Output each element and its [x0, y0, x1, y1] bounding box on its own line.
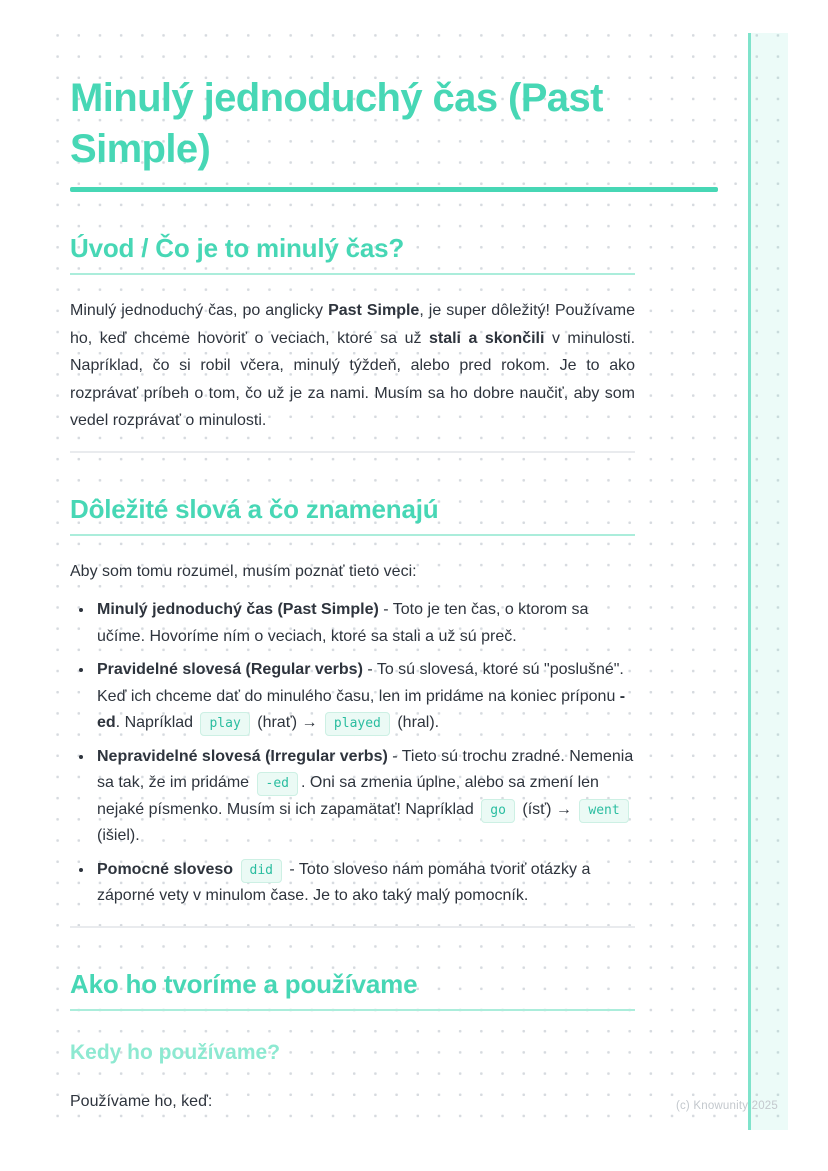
code-chip: played [325, 712, 390, 736]
code-chip: went [579, 799, 628, 823]
code-chip: play [200, 712, 249, 736]
text-run: - Tieto sú trochu zradné. Nemenia sa tak, že im pridáme [97, 747, 634, 791]
text-run: - Toto sloveso nám pomáha tvoriť otázky a záporné vety v minulom čase. Je to ako taký malý pomocník. [97, 860, 591, 904]
title-rule [70, 187, 718, 192]
section-divider [70, 451, 635, 453]
text-run: (hrať) → [252, 714, 322, 731]
list-item [94, 744, 635, 850]
text-run: (išiel). [97, 827, 140, 844]
document-content [70, 73, 718, 1115]
code-chip: -ed [257, 772, 298, 796]
subsection-heading: Kedy ho používame? [70, 1040, 281, 1064]
text-run: v minulosti. Napríklad, čo si robil včera, minulý týždeň, alebo pred rokom. Je to ako rozprávať príbeh o tom, čo už je za nami. Musím sa ho dobre naučiť, aby som vedel rozprávať o minulosti. [70, 329, 636, 429]
text-run: . Oni sa zmenia úplne, alebo sa zmení len nejaké písmenko. Musím si ich zapamätať! Napríklad [97, 774, 599, 818]
text-run: . Napríklad [115, 714, 198, 731]
text-run: - Toto je ten čas, o ktorom sa učíme. Hovoríme ním o veciach, ktoré sa stali a už sú preč. [97, 601, 589, 645]
bold-text: -ed [97, 687, 626, 731]
margin-strip [748, 33, 788, 1130]
paragraph [70, 1088, 635, 1116]
section-heading: Dôležité slová a čo znamenajú [70, 493, 635, 536]
bullet-list [70, 597, 635, 910]
document-title: Minulý jednoduchý čas (Past Simple) [70, 76, 603, 171]
text-run: Používame ho, keď: [70, 1092, 213, 1110]
section-divider [70, 926, 635, 928]
paragraph [70, 558, 635, 586]
copyright-notice: (c) Knowunity 2025 [675, 1100, 778, 1112]
text-run [233, 861, 237, 878]
bold-text: Past Simple [328, 302, 420, 319]
list-item [94, 657, 635, 737]
markdown-body [70, 232, 635, 1115]
bold-text: stali a skončili [428, 329, 545, 347]
text-run: , je super dôležitý! Používame ho, keď chceme hovoriť o veciach, ktoré sa už [70, 302, 636, 347]
list-item [94, 857, 635, 910]
text-run: Aby som tomu rozumel, musím poznať tieto veci: [70, 562, 417, 580]
text-run: (hral). [392, 714, 440, 731]
code-chip: go [481, 799, 515, 823]
bold-text: Minulý jednoduchý čas (Past Simple) [97, 601, 379, 618]
section-heading: Ako ho tvoríme a používame [70, 968, 635, 1011]
code-chip: did [241, 859, 282, 883]
text-run: Minulý jednoduchý čas, po anglicky [70, 302, 329, 319]
text-run: - To sú slovesá, ktoré sú "poslušné". Keď ich chceme dať do minulého času, len im pridáme na koniec príponu [97, 661, 624, 705]
notebook-page [40, 33, 788, 1130]
bold-text: Pravidelné slovesá (Regular verbs) [97, 661, 363, 678]
list-item [94, 597, 635, 650]
bold-text: Nepravidelné slovesá (Irregular verbs) [97, 747, 388, 765]
paragraph [70, 297, 635, 435]
bold-text: Pomocné sloveso [97, 860, 234, 878]
section-heading: Úvod / Čo je to minulý čas? [70, 232, 635, 275]
text-run: (ísť) → [517, 800, 577, 818]
